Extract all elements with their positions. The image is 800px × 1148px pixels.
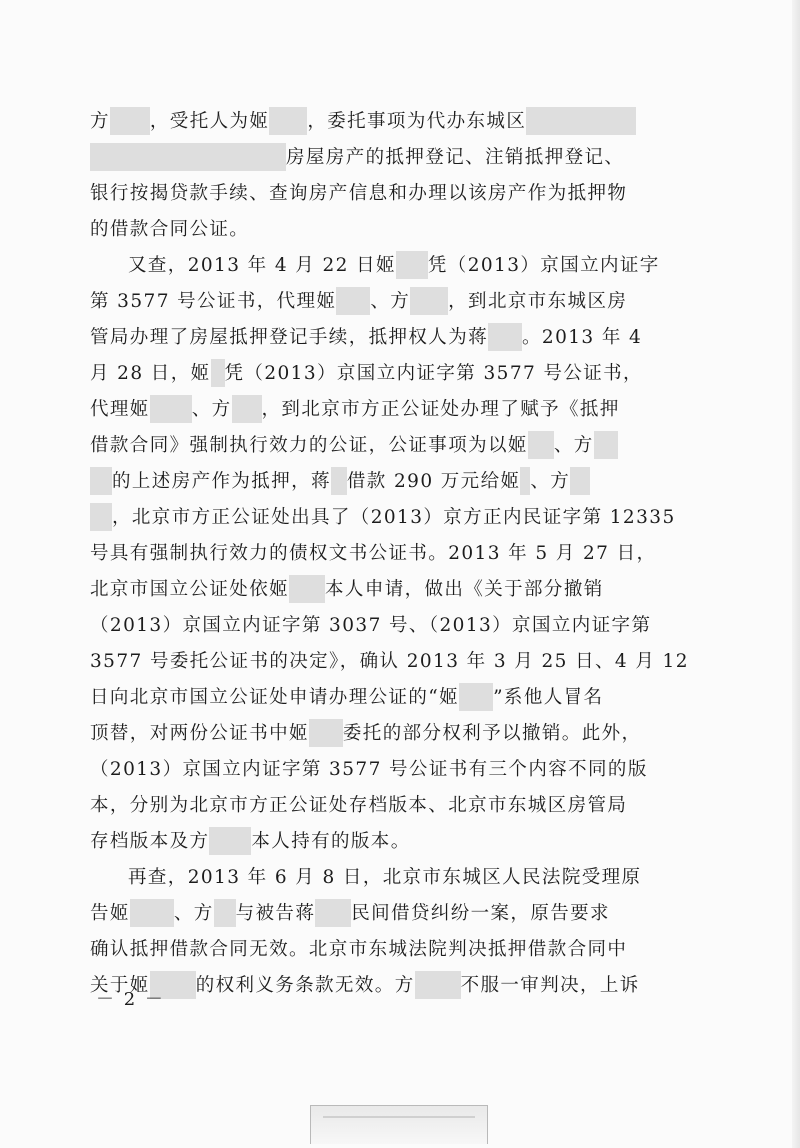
text-line-16 — [90, 644, 710, 680]
page-number: － 2 － — [96, 989, 165, 1010]
text-line-4 — [90, 212, 710, 248]
text-segment: 确认抵押借款合同无效。北京市东城法院判决抵押借款合同中 — [90, 939, 628, 960]
text-segment: 凭（2013）京国立内证字第 3577 号公证书， — [224, 363, 643, 384]
text-segment: 再查，2013 年 6 月 8 日，北京市东城区人民法院受理原 — [128, 867, 642, 888]
redaction-block — [315, 899, 351, 927]
text-segment: ，到北京市东城区房 — [448, 291, 628, 312]
text-segment: 。2013 年 4 — [522, 327, 643, 348]
text-segment: 不服一审判决，上诉 — [460, 975, 640, 996]
text-segment: 月 28 日，姬 — [90, 363, 211, 384]
redaction-block — [289, 575, 325, 603]
redaction-block — [232, 395, 262, 423]
text-segment: 的上述房产作为抵押，蒋 — [112, 471, 331, 492]
text-segment: 、方 — [173, 903, 214, 924]
text-segment: 又查，2013 年 4 月 22 日姬 — [128, 255, 396, 276]
text-line-5 — [128, 248, 748, 284]
text-segment: ，受托人为姬 — [149, 111, 270, 132]
text-segment: 日向北京市国立公证处申请办理公证的“姬 — [90, 687, 460, 708]
text-line-6 — [90, 284, 710, 320]
text-segment: 存档版本及方 — [90, 831, 210, 852]
text-segment: 方 — [90, 111, 110, 132]
text-segment: 3577 号委托公证书的决定》，确认 2013 年 3 月 25 日、4 月 12 — [90, 651, 689, 672]
redaction-block — [309, 719, 343, 747]
text-segment: 、方 — [553, 435, 594, 456]
text-line-12 — [90, 500, 710, 536]
text-segment: 北京市国立公证处依姬 — [90, 579, 290, 600]
redaction-block — [526, 107, 636, 135]
text-segment: 、方 — [191, 399, 232, 420]
text-segment: 、方 — [530, 471, 571, 492]
text-segment: 委托的部分权利予以撤销。此外， — [342, 723, 642, 744]
text-line-22 — [128, 860, 748, 896]
text-line-17 — [90, 680, 710, 716]
redaction-block — [415, 971, 461, 999]
redaction-block — [214, 899, 236, 927]
text-segment: 顶替，对两份公证书中姬 — [90, 723, 309, 744]
text-segment: 本，分别为北京市方正公证处存档版本、北京市东城区房管局 — [90, 795, 628, 816]
text-segment: （2013）京国立内证字第 3037 号、（2013）京国立内证字第 — [90, 615, 652, 636]
text-segment: 关于姬 — [90, 975, 150, 996]
page-edge — [792, 0, 800, 1148]
redaction-block — [410, 287, 448, 315]
text-line-25 — [90, 968, 710, 1004]
text-segment: 凭（2013）京国立内证字 — [427, 255, 660, 276]
text-segment: 、方 — [370, 291, 411, 312]
text-line-2 — [90, 140, 710, 176]
redaction-block — [150, 395, 192, 423]
text-line-13 — [90, 536, 710, 572]
redaction-block — [488, 323, 522, 351]
text-segment: ”系他人冒名 — [493, 687, 604, 708]
text-segment: 告姬 — [90, 903, 130, 924]
text-line-10 — [90, 428, 710, 464]
text-line-24 — [90, 932, 710, 968]
binding-stamp — [310, 1105, 488, 1144]
text-line-8 — [90, 356, 710, 392]
redaction-block — [209, 827, 251, 855]
text-line-1 — [90, 104, 710, 140]
redaction-block — [331, 467, 347, 495]
text-segment: ，委托事项为代办东城区 — [307, 111, 527, 132]
redaction-block — [90, 503, 112, 531]
text-segment: 的借款合同公证。 — [90, 219, 250, 240]
redaction-block — [520, 467, 530, 495]
text-line-11 — [90, 464, 710, 500]
text-line-9 — [90, 392, 710, 428]
text-segment: 房屋房产的抵押登记、注销抵押登记、 — [286, 147, 625, 168]
text-segment: ，到北京市方正公证处办理了赋予《抵押 — [261, 399, 620, 420]
text-line-14 — [90, 572, 710, 608]
text-segment: 的权利义务条款无效。方 — [195, 975, 415, 996]
text-segment: 本人申请，做出《关于部分撤销 — [325, 579, 604, 600]
text-segment: 代理姬 — [90, 399, 150, 420]
redaction-block — [459, 683, 493, 711]
redaction-block — [336, 287, 370, 315]
text-line-19 — [90, 752, 710, 788]
redaction-block — [90, 467, 112, 495]
text-segment: 民间借贷纠纷一案，原告要求 — [351, 903, 610, 924]
redaction-block — [528, 431, 554, 459]
text-line-7 — [90, 320, 710, 356]
redaction-block — [90, 143, 286, 171]
text-line-23 — [90, 896, 710, 932]
text-segment: （2013）京国立内证字第 3577 号公证书有三个内容不同的版 — [90, 759, 648, 780]
text-line-3 — [90, 176, 710, 212]
text-segment: 银行按揭贷款手续、查询房产信息和办理以该房产作为抵押物 — [90, 183, 628, 204]
text-line-15 — [90, 608, 710, 644]
text-segment: 管局办理了房屋抵押登记手续，抵押权人为蒋 — [90, 327, 489, 348]
redaction-block — [570, 467, 590, 495]
redaction-block — [130, 899, 174, 927]
text-segment: 与被告蒋 — [235, 903, 316, 924]
redaction-block — [594, 431, 618, 459]
text-segment: 第 3577 号公证书，代理姬 — [90, 291, 337, 312]
text-line-21 — [90, 824, 710, 860]
redaction-block — [211, 359, 225, 387]
redaction-block — [110, 107, 150, 135]
redaction-block — [396, 251, 428, 279]
redaction-block — [269, 107, 307, 135]
text-segment: 本人持有的版本。 — [251, 831, 411, 852]
text-line-18 — [90, 716, 710, 752]
text-segment: ，北京市方正公证处出具了（2013）京方正内民证字第 12335 — [112, 507, 676, 528]
text-segment: 号具有强制执行效力的债权文书公证书。2013 年 5 月 27 日， — [90, 543, 657, 564]
text-line-20 — [90, 788, 710, 824]
text-segment: 借款 290 万元给姬 — [346, 471, 521, 492]
text-segment: 借款合同》强制执行效力的公证，公证事项为以姬 — [90, 435, 528, 456]
